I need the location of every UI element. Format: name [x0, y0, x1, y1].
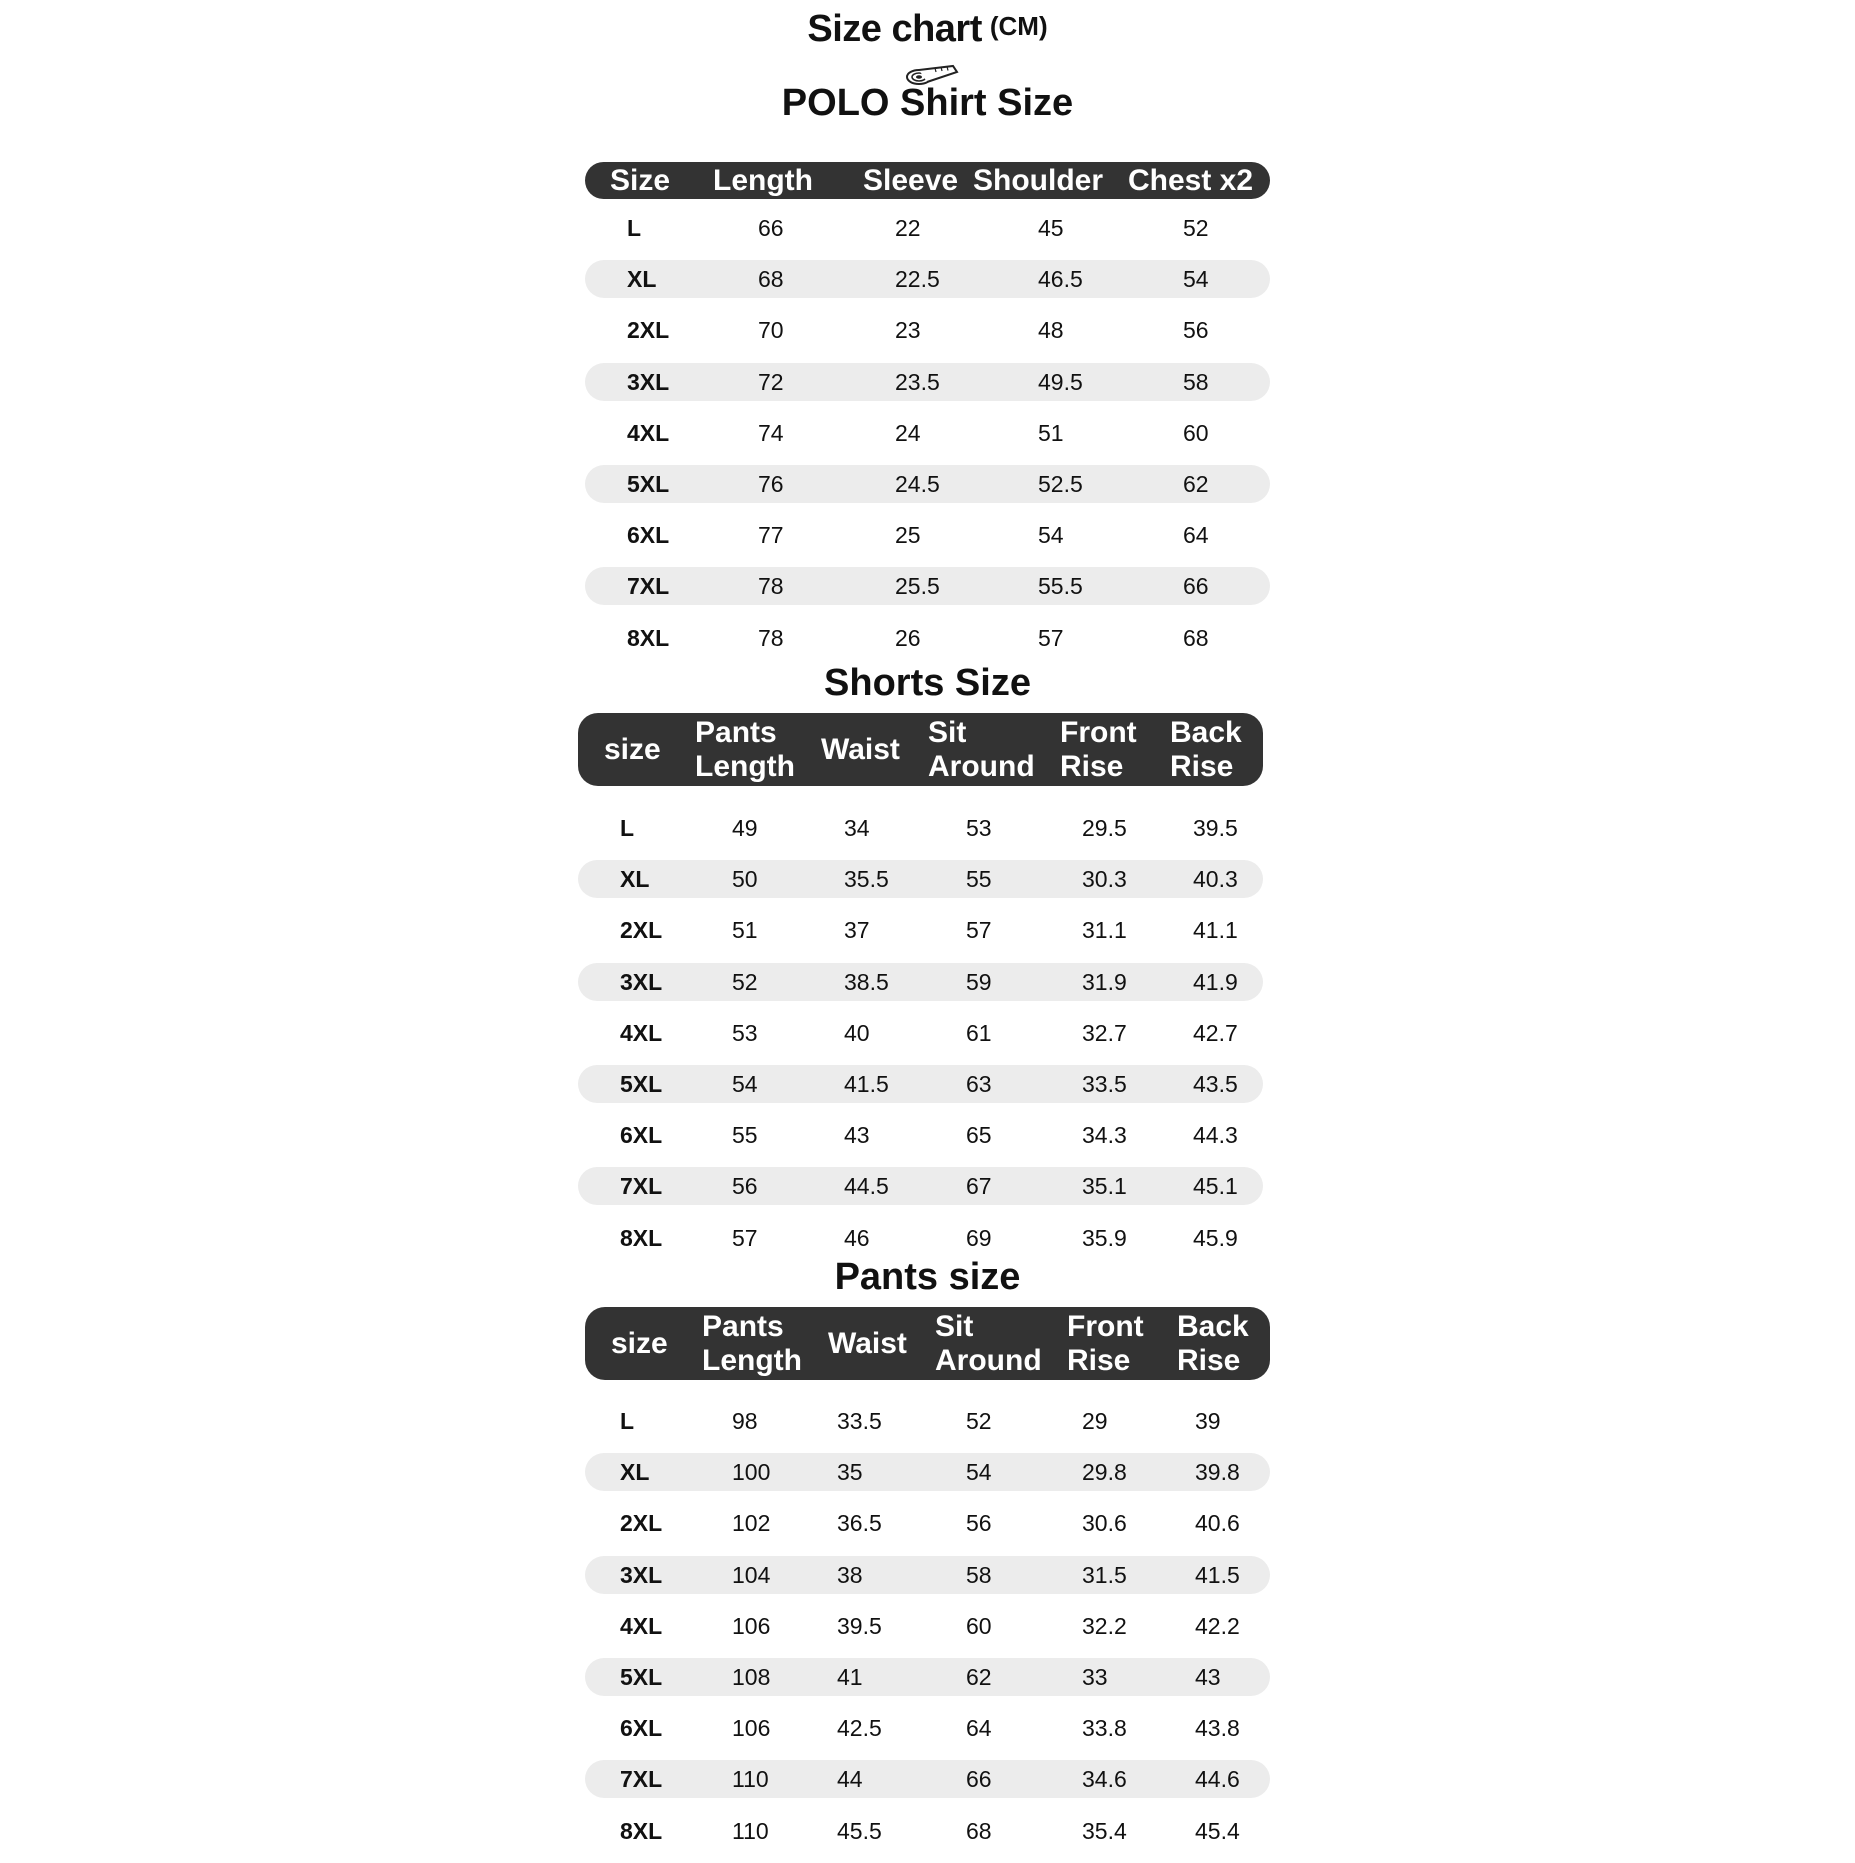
- size-label: 8XL: [620, 1817, 663, 1844]
- measurement-cell: 26: [895, 624, 921, 651]
- measurement-cell: 38.5: [844, 968, 889, 995]
- measurement-cell: 44.3: [1193, 1122, 1238, 1149]
- measurement-cell: 32.2: [1082, 1612, 1127, 1639]
- polo-header-size: Size: [610, 163, 671, 197]
- measurement-cell: 55: [966, 866, 992, 893]
- measurement-cell: 56: [966, 1510, 992, 1537]
- measurement-cell: 104: [732, 1561, 771, 1588]
- title-text: Size chart: [807, 8, 982, 50]
- pants-header-sit-around: Sit Around: [935, 1309, 1042, 1377]
- measurement-cell: 39: [1195, 1408, 1221, 1434]
- measurement-cell: 102: [732, 1510, 771, 1537]
- measurement-cell: 40.6: [1195, 1510, 1240, 1537]
- measurement-cell: 25.5: [895, 573, 940, 600]
- measurement-cell: 30.6: [1082, 1510, 1127, 1537]
- table-row: [585, 1760, 1270, 1798]
- size-label: 8XL: [620, 1224, 663, 1251]
- measurement-cell: 31.9: [1082, 968, 1127, 995]
- measurement-cell: 66: [1183, 573, 1209, 600]
- size-label: L: [627, 215, 642, 241]
- measurement-cell: 45.1: [1193, 1173, 1238, 1200]
- measurement-cell: 41.5: [1195, 1561, 1240, 1588]
- pants-header-back-rise: Back Rise: [1177, 1309, 1249, 1377]
- measurement-cell: 69: [966, 1224, 992, 1251]
- table-row: [578, 1219, 1263, 1257]
- shorts-size-table: [578, 713, 1263, 1270]
- measurement-cell: 50: [732, 866, 758, 893]
- measurement-cell: 51: [732, 917, 758, 944]
- measurement-cell: 57: [1038, 624, 1064, 651]
- table-row: [578, 911, 1263, 949]
- measurement-cell: 43.8: [1195, 1715, 1240, 1742]
- shorts-header-sit-around: Sit Around: [928, 715, 1035, 783]
- measurement-cell: 58: [1183, 368, 1209, 395]
- measurement-cell: 56: [1183, 317, 1209, 344]
- measurement-cell: 45.5: [837, 1817, 882, 1844]
- measurement-cell: 43: [1195, 1664, 1221, 1690]
- size-chart-title: [0, 8, 1855, 51]
- size-label: 8XL: [627, 624, 670, 651]
- size-label: 5XL: [627, 471, 670, 497]
- polo-size-table: [585, 162, 1270, 670]
- measurement-cell: 51: [1038, 419, 1064, 446]
- measurement-cell: 42.7: [1193, 1019, 1238, 1046]
- measurement-cell: 68: [758, 266, 784, 293]
- measurement-cell: 78: [758, 624, 784, 651]
- measurement-cell: 33.5: [837, 1408, 882, 1434]
- measurement-cell: 78: [758, 573, 784, 600]
- measurement-cell: 48: [1038, 317, 1064, 344]
- size-label: XL: [627, 266, 657, 293]
- table-row: [585, 1453, 1270, 1491]
- measurement-cell: 44: [837, 1766, 863, 1793]
- pants-section-title: Pants size: [834, 1256, 1021, 1298]
- measurement-cell: 34: [844, 815, 870, 841]
- table-row: [578, 860, 1263, 898]
- size-label: 3XL: [627, 368, 670, 395]
- table-row: [585, 363, 1270, 401]
- measurement-cell: 31.1: [1082, 917, 1127, 944]
- shorts-header-waist: Waist: [821, 732, 900, 766]
- measurement-cell: 55.5: [1038, 573, 1083, 600]
- measurement-cell: 106: [732, 1612, 771, 1639]
- table-row: [585, 311, 1270, 349]
- size-label: XL: [620, 1459, 650, 1486]
- polo-section-title: POLO Shirt Size: [781, 82, 1074, 124]
- table-row: [585, 619, 1270, 657]
- measurement-cell: 68: [1183, 624, 1209, 651]
- size-label: 7XL: [627, 573, 670, 600]
- measurement-cell: 54: [1183, 266, 1209, 293]
- measurement-cell: 65: [966, 1122, 992, 1149]
- measurement-cell: 41.9: [1193, 968, 1238, 995]
- measurement-cell: 64: [1183, 522, 1209, 549]
- table-row: [585, 414, 1270, 452]
- polo-header-length: Length: [713, 163, 813, 197]
- measurement-cell: 100: [732, 1459, 771, 1486]
- measurement-cell: 36.5: [837, 1510, 882, 1537]
- table-row: [585, 1658, 1270, 1696]
- polo-header-chest-x2: Chest x2: [1128, 163, 1254, 197]
- measurement-cell: 63: [966, 1071, 992, 1097]
- measurement-cell: 35.4: [1082, 1817, 1127, 1844]
- table-row: [585, 1607, 1270, 1645]
- table-row: [585, 260, 1270, 298]
- measurement-cell: 60: [966, 1612, 992, 1639]
- size-label: 2XL: [627, 317, 670, 344]
- measurement-cell: 22: [895, 215, 921, 241]
- measurement-cell: 70: [758, 317, 784, 344]
- table-row: [585, 465, 1270, 503]
- measurement-cell: 55: [732, 1122, 758, 1149]
- shorts-header-back-rise: Back Rise: [1170, 715, 1242, 783]
- measurement-cell: 41.1: [1193, 917, 1238, 944]
- size-label: 7XL: [620, 1173, 663, 1200]
- size-label: 3XL: [620, 968, 663, 995]
- pants-header-size: size: [611, 1326, 668, 1360]
- measurement-cell: 24: [895, 419, 921, 446]
- table-row: [578, 1014, 1263, 1052]
- measurement-cell: 41: [837, 1664, 863, 1690]
- measurement-cell: 57: [966, 917, 992, 944]
- measurement-cell: 108: [732, 1664, 771, 1690]
- unit-label: (CM): [989, 11, 1048, 41]
- measurement-cell: 61: [966, 1019, 992, 1046]
- measurement-cell: 68: [966, 1817, 992, 1844]
- measurement-cell: 54: [732, 1071, 758, 1097]
- table-row: [585, 1556, 1270, 1594]
- size-label: 6XL: [627, 522, 670, 549]
- pants-header-front-rise: Front Rise: [1067, 1309, 1144, 1377]
- measurement-cell: 62: [966, 1664, 992, 1690]
- size-label: 6XL: [620, 1122, 663, 1149]
- size-label: 4XL: [620, 1612, 663, 1639]
- table-row: [578, 1116, 1263, 1154]
- size-label: 3XL: [620, 1561, 663, 1588]
- polo-header-shoulder: Shoulder: [973, 163, 1104, 197]
- measurement-cell: 33.8: [1082, 1715, 1127, 1742]
- measurement-cell: 22.5: [895, 266, 940, 293]
- table-row: [578, 809, 1263, 847]
- shorts-section-title: Shorts Size: [824, 662, 1031, 704]
- measurement-cell: 62: [1183, 471, 1209, 497]
- polo-header-sleeve: Sleeve: [863, 163, 959, 197]
- measurement-cell: 66: [966, 1766, 992, 1793]
- measurement-cell: 30.3: [1082, 866, 1127, 893]
- measurement-cell: 45: [1038, 215, 1064, 241]
- measurement-cell: 77: [758, 522, 784, 549]
- measurement-cell: 44.6: [1195, 1766, 1240, 1793]
- measurement-cell: 46.5: [1038, 266, 1083, 293]
- table-row: [585, 1504, 1270, 1542]
- measurement-cell: 24.5: [895, 471, 940, 497]
- measurement-cell: 59: [966, 968, 992, 995]
- measurement-cell: 39.8: [1195, 1459, 1240, 1486]
- size-label: 2XL: [620, 1510, 663, 1537]
- measurement-cell: 45.4: [1195, 1817, 1240, 1844]
- table-row: [578, 963, 1263, 1001]
- measurement-cell: 98: [732, 1408, 758, 1434]
- measurement-cell: 52: [1183, 215, 1209, 241]
- size-label: 5XL: [620, 1071, 663, 1097]
- measurement-cell: 34.6: [1082, 1766, 1127, 1793]
- measurement-cell: 58: [966, 1561, 992, 1588]
- measurement-cell: 23.5: [895, 368, 940, 395]
- size-label: 4XL: [620, 1019, 663, 1046]
- measurement-cell: 110: [732, 1817, 769, 1844]
- measurement-cell: 52.5: [1038, 471, 1083, 497]
- size-label: 4XL: [627, 419, 670, 446]
- measurement-cell: 40.3: [1193, 866, 1238, 893]
- measurement-cell: 106: [732, 1715, 771, 1742]
- measurement-cell: 35.5: [844, 866, 889, 893]
- size-label: 5XL: [620, 1664, 663, 1690]
- table-row: [585, 209, 1270, 247]
- shorts-header-front-rise: Front Rise: [1060, 715, 1137, 783]
- measurement-cell: 37: [844, 917, 870, 944]
- table-row: [578, 1065, 1263, 1103]
- measurement-cell: 40: [844, 1019, 870, 1046]
- measurement-cell: 74: [758, 419, 784, 446]
- table-row: [585, 1709, 1270, 1747]
- measurement-cell: 35.9: [1082, 1224, 1127, 1251]
- measurement-cell: 67: [966, 1173, 992, 1200]
- table-row: [585, 1402, 1270, 1440]
- measurement-cell: 66: [758, 215, 784, 241]
- polo-header-bar: [585, 162, 1270, 199]
- measurement-cell: 34.3: [1082, 1122, 1127, 1149]
- measurement-cell: 45.9: [1193, 1224, 1238, 1251]
- measurement-cell: 49: [732, 815, 758, 841]
- shorts-header-size: size: [604, 732, 661, 766]
- measurement-cell: 33.5: [1082, 1071, 1127, 1097]
- pants-size-table: [585, 1307, 1270, 1863]
- pants-header-bar: [585, 1307, 1270, 1380]
- size-label: 2XL: [620, 917, 663, 944]
- measurement-cell: 49.5: [1038, 368, 1083, 395]
- measurement-cell: 29: [1082, 1408, 1108, 1434]
- measurement-cell: 42.2: [1195, 1612, 1240, 1639]
- measurement-cell: 44.5: [844, 1173, 889, 1200]
- shorts-header-bar: [578, 713, 1263, 786]
- measurement-cell: 56: [732, 1173, 758, 1200]
- size-label: 7XL: [620, 1766, 663, 1793]
- measurement-cell: 52: [966, 1408, 992, 1434]
- measurement-cell: 43.5: [1193, 1071, 1238, 1097]
- measurement-cell: 29.8: [1082, 1459, 1127, 1486]
- pants-header-pants-length: Pants Length: [702, 1309, 802, 1377]
- measurement-cell: 31.5: [1082, 1561, 1127, 1588]
- measurement-cell: 35.1: [1082, 1173, 1127, 1200]
- measurement-cell: 110: [732, 1766, 769, 1793]
- measurement-cell: 39.5: [1193, 815, 1238, 841]
- measurement-cell: 54: [966, 1459, 992, 1486]
- measurement-cell: 53: [732, 1019, 758, 1046]
- measurement-cell: 23: [895, 317, 921, 344]
- table-row: [585, 516, 1270, 554]
- measurement-cell: 43: [844, 1122, 870, 1149]
- size-label: XL: [620, 866, 650, 893]
- measurement-cell: 35: [837, 1459, 863, 1486]
- measurement-cell: 46: [844, 1224, 870, 1251]
- size-label: L: [620, 815, 635, 841]
- table-row: [585, 567, 1270, 605]
- pants-header-waist: Waist: [828, 1326, 907, 1360]
- measurement-cell: 33: [1082, 1664, 1108, 1690]
- measurement-cell: 53: [966, 815, 992, 841]
- measurement-cell: 64: [966, 1715, 992, 1742]
- measurement-cell: 41.5: [844, 1071, 889, 1097]
- table-row: [578, 1167, 1263, 1205]
- measurement-cell: 38: [837, 1561, 863, 1588]
- table-row: [585, 1812, 1270, 1850]
- measurement-cell: 52: [732, 968, 758, 995]
- measurement-cell: 25: [895, 522, 921, 549]
- measurement-cell: 32.7: [1082, 1019, 1127, 1046]
- shorts-header-pants-length: Pants Length: [695, 715, 795, 783]
- measurement-cell: 29.5: [1082, 815, 1127, 841]
- measurement-cell: 60: [1183, 419, 1209, 446]
- measurement-cell: 42.5: [837, 1715, 882, 1742]
- measurement-cell: 57: [732, 1224, 758, 1251]
- measurement-cell: 72: [758, 368, 784, 395]
- measurement-cell: 76: [758, 471, 784, 497]
- measurement-cell: 39.5: [837, 1612, 882, 1639]
- size-label: 6XL: [620, 1715, 663, 1742]
- measurement-cell: 54: [1038, 522, 1064, 549]
- size-label: L: [620, 1408, 635, 1434]
